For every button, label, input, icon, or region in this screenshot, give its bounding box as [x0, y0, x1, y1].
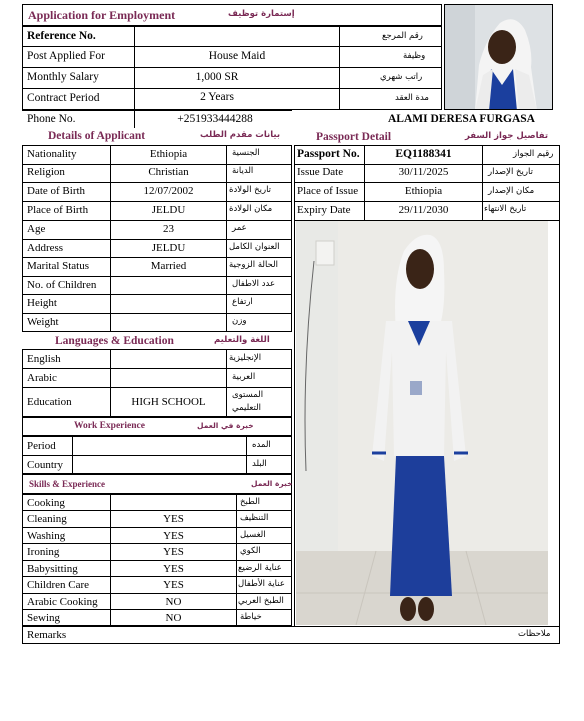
education-ar-2: التعليمي: [232, 403, 261, 413]
ironing-value: YES: [163, 546, 184, 558]
work-heading-ar: خبرة في العمل: [197, 421, 254, 430]
post-value: House Maid: [208, 50, 266, 62]
expiry-label: Expiry Date: [297, 204, 351, 216]
dob-ar: تاريخ الولادة: [229, 185, 272, 195]
weight-label: Weight: [27, 316, 59, 328]
washing-ar: الغسيل: [240, 530, 266, 540]
post-label-ar: وظيفة: [403, 51, 426, 61]
place-issue-ar: مكان الإصدار: [488, 186, 535, 196]
pob-ar: مكان الولادة: [229, 204, 273, 214]
children-ar: عدد الاطفال: [232, 279, 276, 289]
cleaning-ar: التنظيف: [240, 513, 269, 523]
age-label: Age: [27, 223, 46, 235]
passport-no-ar: رقيم الجواز: [513, 149, 554, 159]
cleaning-label: Cleaning: [27, 513, 67, 525]
address-value: JELDU: [151, 242, 186, 254]
issue-date-ar: تاريخ الإصدار: [488, 167, 533, 177]
address-label: Address: [27, 242, 64, 254]
issue-date-value: 30/11/2025: [398, 166, 449, 178]
header-title-en: Application for Employment: [28, 8, 176, 22]
country-label: Country: [27, 459, 64, 471]
period-ar: المده: [252, 440, 271, 450]
weight-ar: وزن: [232, 316, 247, 326]
washing-value: YES: [163, 530, 184, 542]
nationality-value: Ethiopia: [149, 148, 188, 160]
passport-heading: Passport Detail: [316, 131, 392, 143]
sewing-label: Sewing: [27, 612, 60, 624]
passport-no-value: EQ1188341: [395, 148, 452, 160]
salary-value: 1,000 SR: [195, 71, 239, 83]
expiry-ar: تاريخ الانتهاء: [484, 204, 527, 214]
age-ar: عمر: [232, 223, 247, 233]
washing-label: Washing: [27, 530, 66, 542]
marital-value: Married: [150, 260, 187, 272]
remarks-row: [22, 626, 560, 644]
arabic-cooking-value: NO: [165, 596, 182, 608]
ref-label: Reference No.: [27, 30, 96, 42]
ironing-label: Ironing: [27, 546, 60, 558]
religion-label: Religion: [27, 166, 65, 178]
babysitting-value: YES: [163, 563, 184, 575]
dob-value: 12/07/2002: [143, 185, 194, 197]
nationality-ar: الجنسية: [232, 148, 260, 158]
education-label: Education: [27, 396, 72, 408]
languages-heading: Languages & Education: [55, 335, 174, 347]
salary-label: Monthly Salary: [27, 71, 99, 83]
childcare-ar: عناية الأطفال: [238, 579, 285, 589]
place-issue-value: Ethiopia: [404, 185, 443, 197]
arabic-ar: العربية: [232, 372, 256, 382]
salary-label-ar: راتب شهري: [380, 72, 423, 82]
passport-heading-ar: تفاصيل جواز السفر: [465, 131, 549, 141]
childcare-label: Children Care: [27, 579, 90, 591]
remarks-label: Remarks: [27, 629, 67, 641]
english-label: English: [27, 353, 61, 365]
skills-heading: Skills & Experience: [29, 479, 105, 489]
ref-label-ar: رقم المرجع: [382, 31, 423, 41]
marital-label: Marital Status: [27, 260, 90, 272]
arabic-cooking-ar: الطبخ العربي: [238, 596, 284, 606]
period-label: Period: [27, 440, 56, 452]
contract-label: Contract Period: [27, 92, 100, 104]
issue-date-label: Issue Date: [297, 166, 344, 178]
education-value: HIGH SCHOOL: [131, 396, 206, 408]
phone-label: Phone No.: [27, 113, 76, 125]
english-ar: الإنجليزية: [229, 353, 262, 363]
dob-label: Date of Birth: [27, 185, 86, 197]
applicant-photo-full: [296, 221, 548, 625]
height-ar: ارتفاع: [232, 297, 253, 307]
childcare-value: YES: [163, 579, 184, 591]
phone-value: +251933444288: [177, 113, 253, 125]
arabic-label: Arabic: [27, 372, 57, 384]
height-label: Height: [27, 297, 57, 309]
age-value: 23: [163, 223, 174, 235]
education-ar-1: المستوى: [232, 390, 264, 400]
passport-no-label: Passport No.: [297, 148, 360, 160]
pob-label: Place of Birth: [27, 204, 89, 216]
marital-ar: الحالة الزوجية: [229, 260, 278, 270]
details-heading: Details of Applicant: [48, 130, 146, 142]
details-heading-ar: بيانات مقدم الطلب: [200, 130, 281, 140]
applicant-name: ALAMI DERESA FURGASA: [388, 113, 535, 125]
languages-heading-ar: اللغة والتعليم: [214, 335, 270, 345]
religion-value: Christian: [148, 166, 189, 178]
country-ar: البلد: [252, 459, 267, 469]
applicant-photo-small: [444, 4, 553, 110]
contract-label-ar: مدة العقد: [395, 93, 429, 103]
cleaning-value: YES: [163, 513, 184, 525]
expiry-value: 29/11/2030: [398, 204, 449, 216]
nationality-label: Nationality: [27, 148, 77, 160]
cooking-label: Cooking: [27, 497, 65, 509]
arabic-cooking-label: Arabic Cooking: [27, 596, 98, 608]
pob-value: JELDU: [151, 204, 186, 216]
religion-ar: الديانة: [232, 166, 254, 176]
remarks-ar: ملاحظات: [518, 629, 551, 639]
contract-value: 2 Years: [200, 91, 234, 103]
sewing-value: NO: [165, 612, 182, 624]
sewing-ar: خياطة: [240, 612, 262, 622]
ironing-ar: الكوي: [240, 546, 261, 556]
skills-heading-ar: خبرة العمل: [251, 479, 293, 488]
cooking-ar: الطبخ: [240, 497, 260, 507]
babysitting-label: Babysitting: [27, 563, 78, 575]
address-ar: العنوان الكامل: [229, 242, 280, 252]
work-heading: Work Experience: [74, 421, 145, 431]
place-issue-label: Place of Issue: [297, 185, 359, 197]
children-label: No. of Children: [27, 279, 97, 291]
header-title-ar: إستمارة توظيف: [228, 9, 295, 19]
babysitting-ar: عناية الرضيع: [238, 563, 282, 573]
post-label: Post Applied For: [27, 50, 105, 62]
